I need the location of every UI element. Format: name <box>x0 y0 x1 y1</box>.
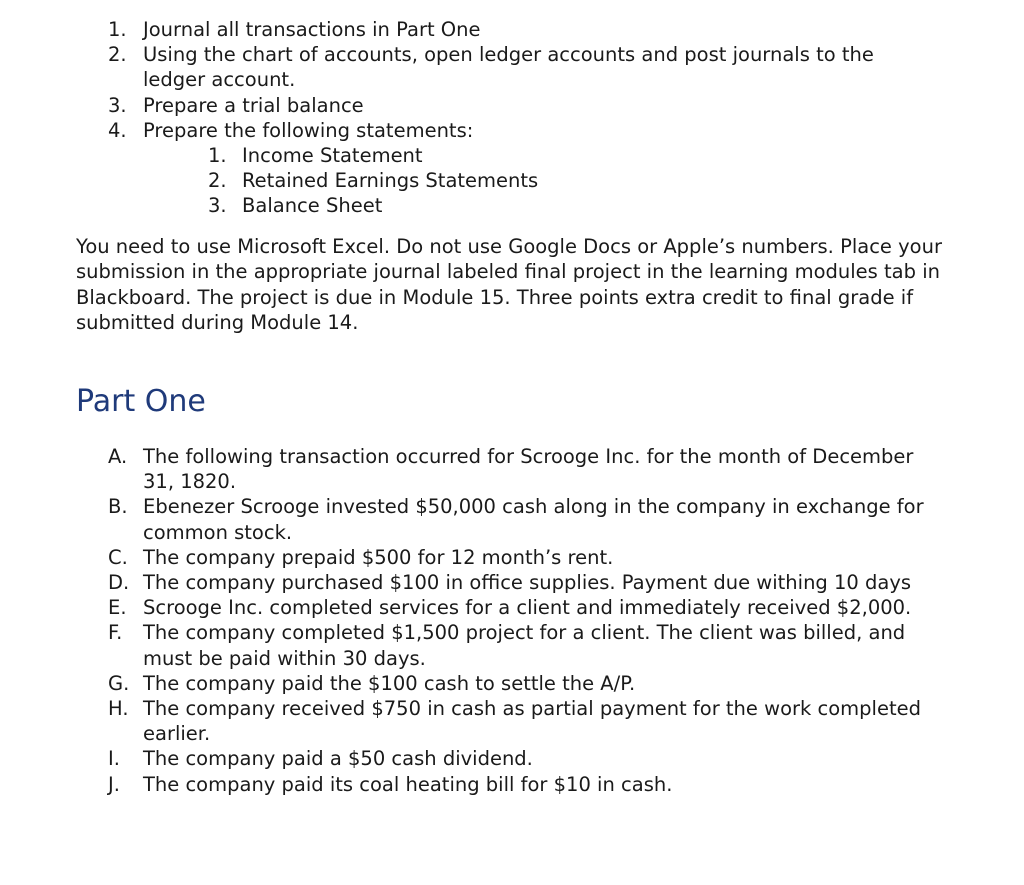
task-number: 2. <box>108 43 127 67</box>
transaction-letter: D. <box>108 571 130 595</box>
transaction-item <box>108 772 928 797</box>
statement-number: 2. <box>208 169 227 193</box>
transaction-letter: J. <box>108 772 120 796</box>
statement-item <box>208 143 938 168</box>
transaction-letter: E. <box>108 596 127 620</box>
transaction-text: The company paid a $50 cash dividend. <box>143 747 533 771</box>
transaction-letter: I. <box>108 747 120 771</box>
statement-text: Balance Sheet <box>242 194 383 218</box>
transaction-item <box>108 494 928 544</box>
task-item <box>108 17 938 42</box>
transaction-text: Scrooge Inc. completed services for a client and immediately received $2,000. <box>143 596 912 620</box>
transaction-text: The company purchased $100 in office supplies. Payment due withing 10 days <box>143 571 912 595</box>
transaction-letter: H. <box>108 697 129 721</box>
transaction-item <box>108 746 928 771</box>
task-text: Journal all transactions in Part One <box>143 18 481 41</box>
transaction-item <box>108 595 928 620</box>
transaction-letter: F. <box>108 621 123 645</box>
task-item <box>108 93 938 118</box>
transaction-text: The following transaction occurred for Scrooge Inc. for the month of December 31, 1820. <box>143 445 914 494</box>
task-text: Prepare a trial balance <box>143 93 364 117</box>
transaction-item <box>108 444 928 494</box>
statement-list <box>208 143 938 219</box>
transaction-item <box>108 671 928 696</box>
statement-item <box>208 168 938 193</box>
task-text: Prepare the following statements: <box>143 118 474 142</box>
task-number: 3. <box>108 93 127 117</box>
transaction-letter: B. <box>108 495 128 519</box>
task-item <box>108 118 938 143</box>
transaction-text: Ebenezer Scrooge invested $50,000 cash along in the company in exchange for common stock. <box>143 495 924 544</box>
task-number: 1. <box>108 18 127 41</box>
transaction-text: The company prepaid $500 for 12 month’s rent. <box>143 545 614 569</box>
transaction-text: The company paid its coal heating bill for $10 in cash. <box>143 772 673 796</box>
statement-text: Retained Earnings Statements <box>242 169 539 193</box>
transaction-letter: A. <box>108 445 128 468</box>
statement-number: 1. <box>208 144 227 168</box>
transaction-item <box>108 620 928 670</box>
statement-text: Income Statement <box>242 144 423 168</box>
task-list <box>108 17 938 219</box>
task-text: Using the chart of accounts, open ledger accounts and post journals to the ledger account. <box>143 43 874 92</box>
instructions-paragraph: You need to use Microsoft Excel. Do not use Google Docs or Apple’s numbers. Place your submission in the appropriate journal labeled final project in the learning modules tab in Blackboard. The project is due in Module 15. Three points extra credit to final grade if submitted during Module 14. <box>76 235 942 335</box>
transaction-item <box>108 545 928 570</box>
task-number: 4. <box>108 118 127 142</box>
statement-item <box>208 193 938 218</box>
transaction-text: The company received $750 in cash as partial payment for the work completed earlier. <box>143 697 921 746</box>
transaction-text: The company paid the $100 cash to settle the A/P. <box>143 671 636 695</box>
part-one-heading: Part One <box>76 384 206 419</box>
transaction-item <box>108 570 928 595</box>
transaction-letter: G. <box>108 671 130 695</box>
transaction-list <box>108 444 928 797</box>
task-item <box>108 42 918 92</box>
transaction-letter: C. <box>108 545 128 569</box>
transaction-item <box>108 696 928 746</box>
statement-number: 3. <box>208 194 227 218</box>
transaction-text: The company completed $1,500 project for a client. The client was billed, and must be paid within 30 days. <box>143 621 906 670</box>
